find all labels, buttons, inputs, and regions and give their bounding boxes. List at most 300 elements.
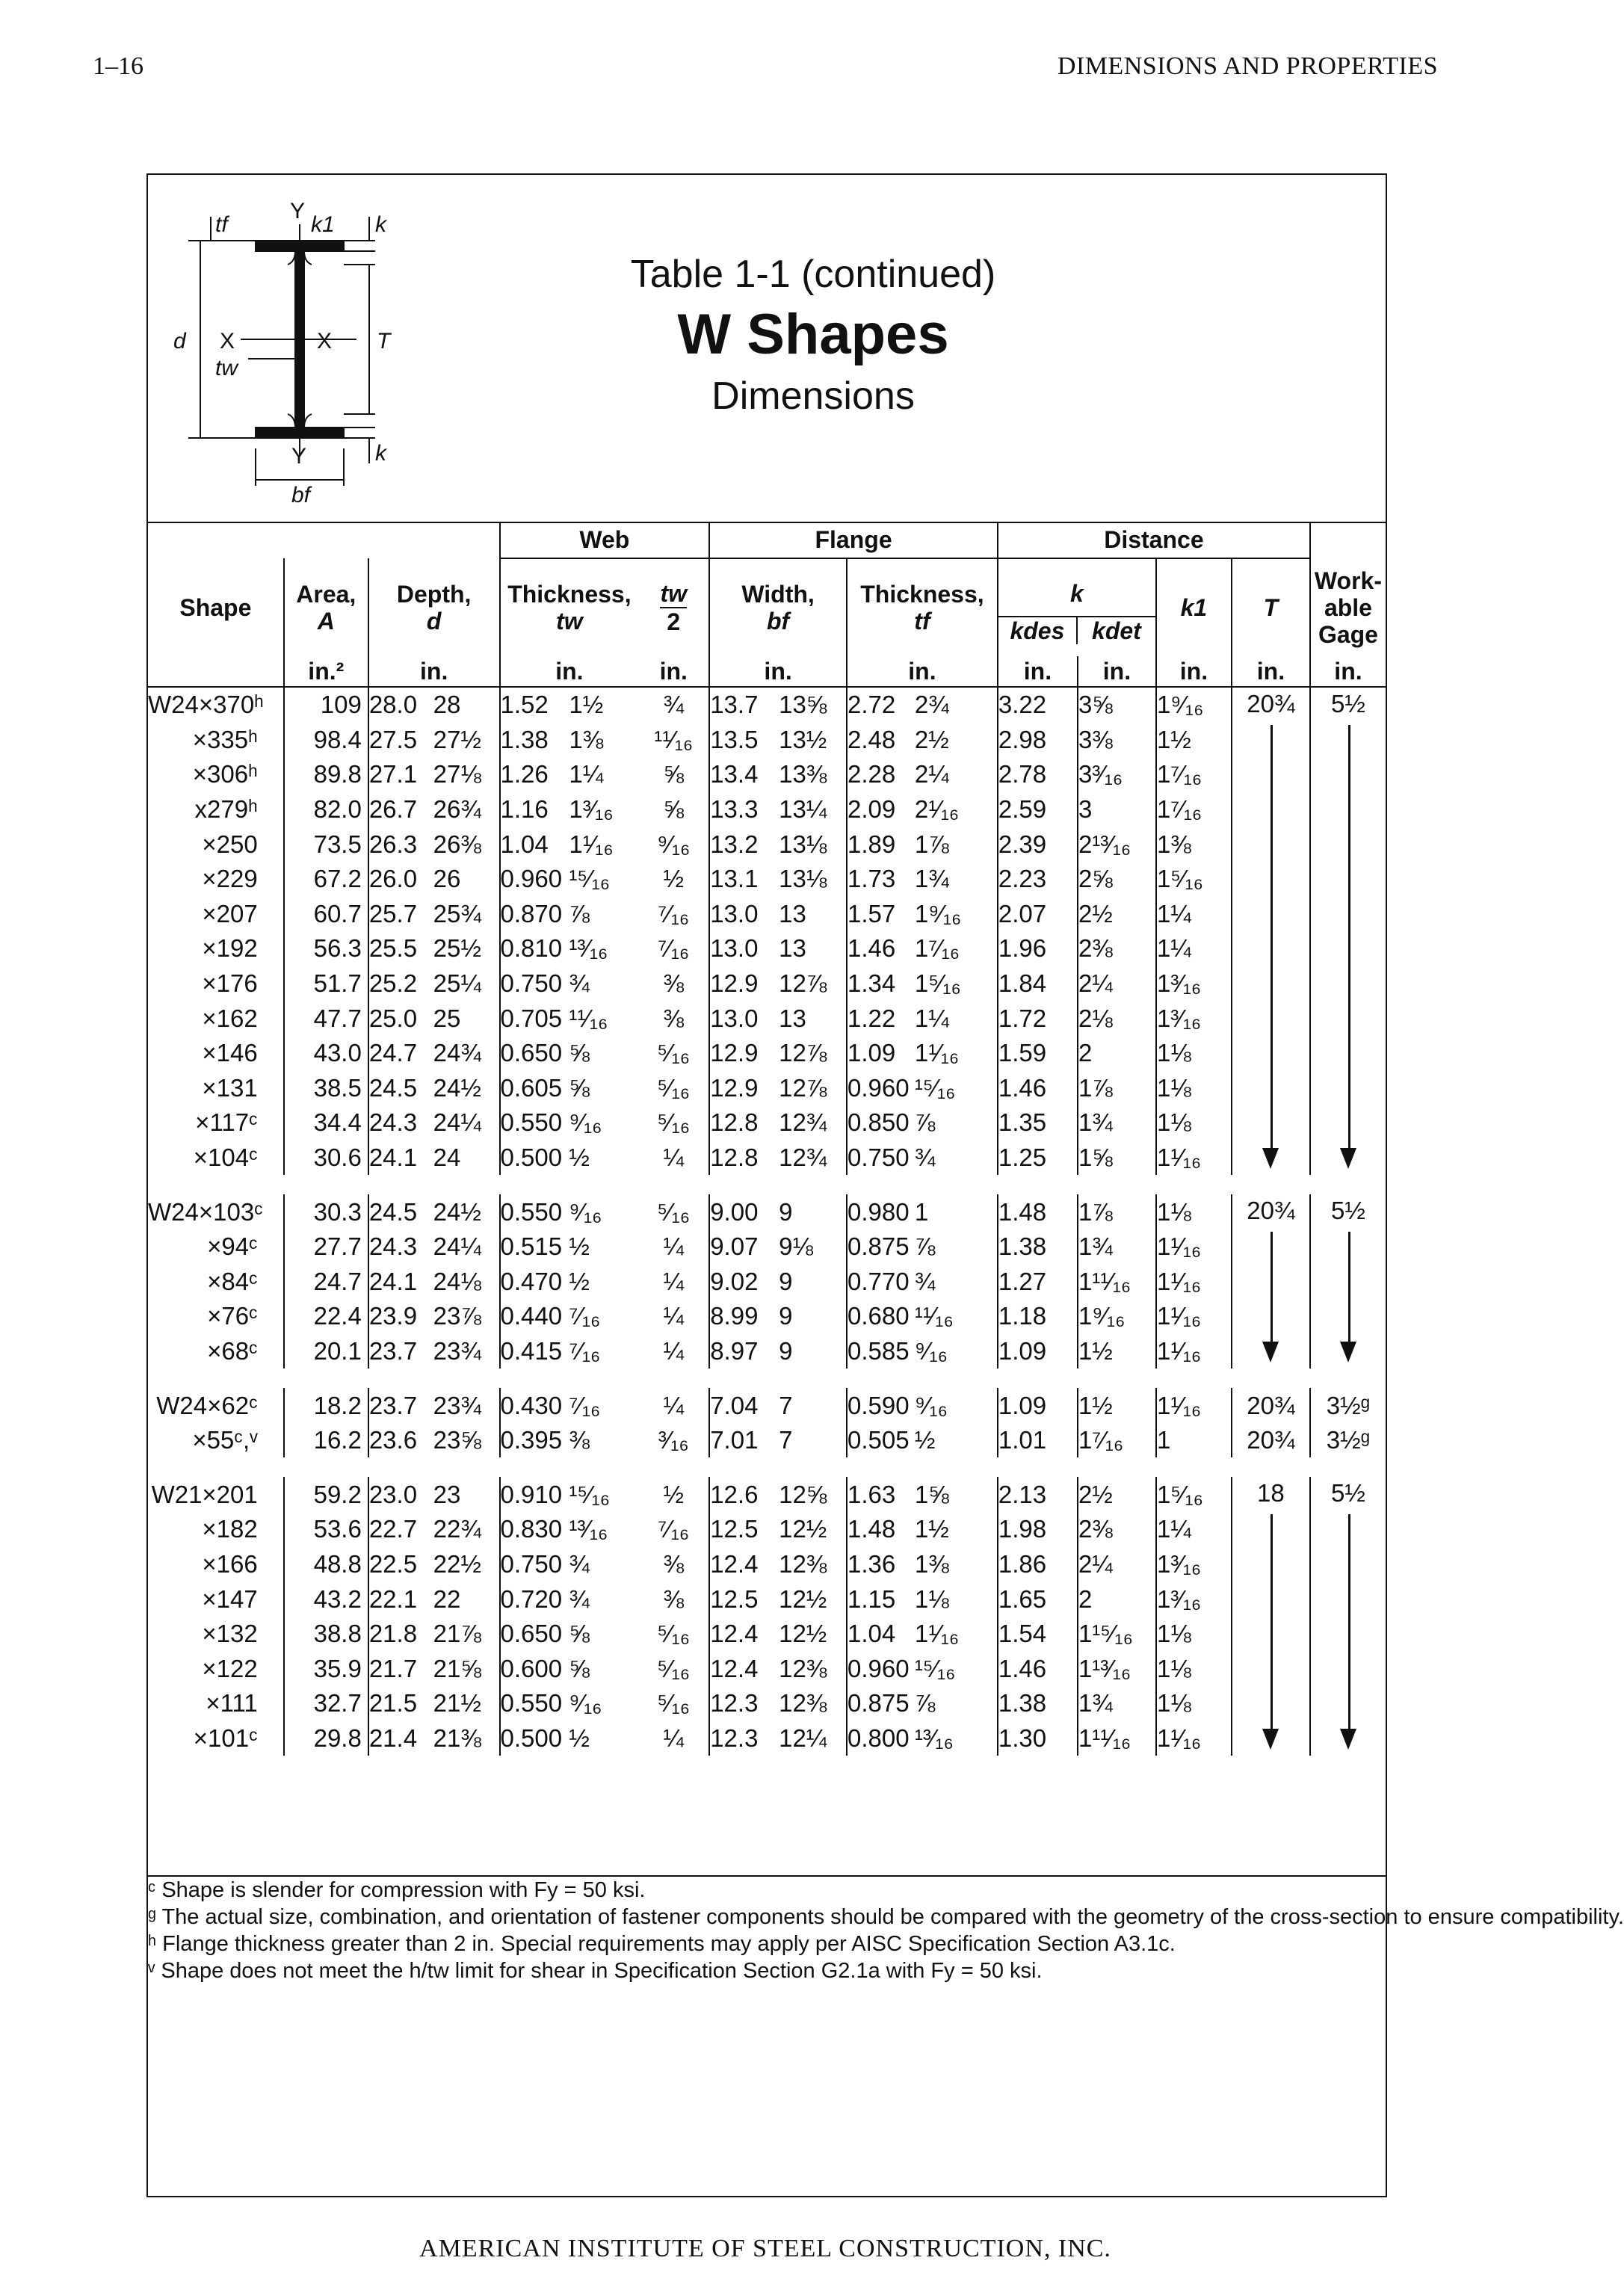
cell-kdet: 1½ (1078, 1334, 1156, 1369)
cell-bffr: 13⅛ (779, 830, 827, 858)
cell-tw2: ⁷⁄₁₆ (658, 899, 690, 928)
cell-tf: 2.09 (847, 792, 915, 827)
group-gap (148, 1175, 1386, 1194)
cell-shape: ×306ʰ (192, 760, 258, 789)
table-title-main: W Shapes (677, 303, 949, 366)
cell-A: 30.6 (284, 1141, 368, 1176)
cell-bf: 13.0 (709, 897, 779, 932)
cell-tw2: ⁷⁄₁₆ (658, 1515, 690, 1543)
cell-d: 24.3 (368, 1105, 433, 1141)
cell-twfr: ⅝ (569, 1073, 590, 1102)
cell-tf: 0.980 (847, 1194, 915, 1229)
cell-kdet: 1¾ (1078, 1105, 1156, 1141)
cell-gage (1310, 1194, 1386, 1368)
cell-kdes: 1.09 (998, 1388, 1078, 1423)
cell-bf: 12.9 (709, 1036, 779, 1071)
cell-d: 27.5 (368, 723, 433, 758)
cell-twfr: ½ (569, 1267, 590, 1295)
table-row (148, 1001, 1386, 1036)
down-arrow-icon (1311, 1227, 1386, 1363)
cell-bffr: 12⅜ (779, 1549, 827, 1578)
cell-tw: 0.650 (500, 1617, 569, 1652)
cell-tw: 0.870 (500, 897, 569, 932)
cell-tw2: ⅝ (663, 760, 684, 789)
cell-A: 109 (284, 687, 368, 723)
diagram-label-x-right: X (317, 329, 333, 354)
cell-bf: 13.3 (709, 792, 779, 827)
cell-dfr: 24⅛ (433, 1267, 481, 1295)
cell-dfr: 25¼ (433, 969, 481, 998)
cell-dfr: 21½ (433, 1689, 481, 1718)
cell-tw2: ⁵⁄₁₆ (657, 1197, 691, 1226)
cell-A: 38.8 (284, 1617, 368, 1652)
cell-A: 20.1 (284, 1334, 368, 1369)
cell-kdes: 2.13 (998, 1477, 1078, 1512)
cell-shape: ×335ʰ (192, 725, 258, 753)
table-row (148, 723, 1386, 758)
cell-bffr: 12¼ (779, 1723, 827, 1752)
cell-kdes: 2.07 (998, 897, 1078, 932)
cell-shape: ×176 (202, 969, 258, 998)
cell-tffr: 1⅝ (914, 1480, 949, 1508)
table-header (148, 522, 1386, 687)
table-row (148, 1651, 1386, 1686)
cell-tw2: ⅜ (663, 1004, 684, 1032)
cell-A: 53.6 (284, 1512, 368, 1547)
cell-tw2: ¼ (663, 1302, 684, 1330)
cell-kdes: 1.27 (998, 1265, 1078, 1300)
cell-kdes: 1.25 (998, 1141, 1078, 1176)
cell-kdes: 1.38 (998, 1229, 1078, 1265)
unit-web-thickness: in. (500, 656, 639, 687)
cell-kdet: 2¹³⁄₁₆ (1078, 827, 1156, 862)
cell-kdes: 1.01 (998, 1423, 1078, 1458)
cell-dfr: 24¼ (433, 1232, 481, 1261)
cell-d: 23.6 (368, 1423, 433, 1458)
cell-tffr: ⁹⁄₁₆ (914, 1391, 948, 1419)
cell-tffr: 1¹⁄₁₆ (914, 1620, 960, 1648)
cell-tw: 0.440 (500, 1299, 569, 1334)
table-row (148, 1617, 1386, 1652)
cell-shape: W21×201 (151, 1480, 258, 1508)
cell-d: 24.7 (368, 1036, 433, 1071)
page-footer: AMERICAN INSTITUTE OF STEEL CONSTRUCTION, INC. (419, 2235, 1111, 2262)
cell-kdet: 2⅝ (1078, 862, 1156, 897)
cell-tw2: ¾ (663, 691, 684, 719)
header-web-thickness: Thickness, tw (500, 558, 639, 656)
cell-bffr: 12⅞ (779, 1039, 827, 1067)
cell-bf: 13.0 (709, 1001, 779, 1036)
cell-d: 26.0 (368, 862, 433, 897)
cell-twfr: 1¼ (569, 760, 604, 789)
cell-kdet: 1⁷⁄₁₆ (1078, 1423, 1156, 1458)
cell-twfr: ¹¹⁄₁₆ (569, 1004, 608, 1032)
cell-bf: 7.04 (709, 1388, 779, 1423)
T-value: 20¾ (1247, 1197, 1295, 1225)
cell-bf: 9.02 (709, 1265, 779, 1300)
cell-k1: 1⅜ (1156, 827, 1232, 862)
cell-bf: 13.5 (709, 723, 779, 758)
cell-bf: 13.1 (709, 862, 779, 897)
cell-kdes: 2.23 (998, 862, 1078, 897)
footnote: ᵛ Shape does not meet the h/tw limit for shear in Specification Section G2.1a with Fy = 50 ksi. (148, 1959, 1043, 1984)
w-shape-diagram-icon (158, 199, 472, 508)
cell-d: 24.5 (368, 1071, 433, 1106)
cell-k1: 1³⁄₁₆ (1156, 1001, 1232, 1036)
cell-kdet: 2¼ (1078, 1547, 1156, 1582)
cell-bffr: 13 (779, 934, 806, 963)
cell-twfr: ⁹⁄₁₆ (569, 1197, 602, 1226)
cell-bffr: 12½ (779, 1515, 827, 1543)
cell-bf: 12.4 (709, 1547, 779, 1582)
cell-tw2: ⁹⁄₁₆ (657, 830, 691, 858)
cell-bf: 7.01 (709, 1423, 779, 1458)
cell-kdes: 1.35 (998, 1105, 1078, 1141)
cell-kdet: 2¼ (1078, 966, 1156, 1002)
cell-tw: 0.750 (500, 966, 569, 1002)
cell-bf: 12.9 (709, 1071, 779, 1106)
cell-kdes: 1.59 (998, 1036, 1078, 1071)
cell-kdet: 1¹¹⁄₁₆ (1078, 1265, 1156, 1300)
cell-bffr: 12¾ (779, 1144, 827, 1172)
cell-twfr: ⅞ (569, 899, 590, 928)
cell-dfr: 23⅝ (433, 1426, 481, 1454)
cell-twfr: ⁷⁄₁₆ (569, 1336, 601, 1365)
cell-twfr: ¹⁵⁄₁₆ (569, 1480, 611, 1508)
cell-A: 18.2 (284, 1388, 368, 1423)
cell-bffr: 13¼ (779, 795, 827, 824)
cell-dfr: 24 (433, 1144, 461, 1172)
cell-tw2: ⁵⁄₁₆ (657, 1108, 691, 1137)
cell-tf: 1.89 (847, 827, 915, 862)
header-k: k kdes kdet (998, 558, 1156, 656)
unit-t: in. (1232, 656, 1310, 687)
diagram-label-tf: tf (215, 212, 228, 237)
cell-tffr: ⅞ (914, 1108, 936, 1137)
cell-bffr: 13⅛ (779, 865, 827, 893)
cell-A: 47.7 (284, 1001, 368, 1036)
cell-twfr: ⅜ (569, 1426, 590, 1454)
table-title-block (544, 250, 1082, 422)
cell-tf: 0.590 (847, 1388, 915, 1423)
cell-bf: 12.8 (709, 1141, 779, 1176)
cell-tw: 0.720 (500, 1581, 569, 1617)
cell-tw: 1.52 (500, 687, 569, 723)
cell-T (1232, 1477, 1310, 1756)
cell-A: 98.4 (284, 723, 368, 758)
cell-twfr: ⁹⁄₁₆ (569, 1689, 602, 1718)
cell-dfr: 27½ (433, 725, 481, 753)
cell-shape: ×55ᶜ,ᵛ (192, 1426, 258, 1454)
cell-A: 73.5 (284, 827, 368, 862)
table-row (148, 1686, 1386, 1721)
cell-shape: ×94ᶜ (207, 1232, 258, 1261)
cell-tw: 1.16 (500, 792, 569, 827)
cell-k1: 1³⁄₁₆ (1156, 1547, 1232, 1582)
cell-k1: 1¼ (1156, 1512, 1232, 1547)
cell-kdet: 3 (1078, 792, 1156, 827)
cell-kdes: 1.96 (998, 931, 1078, 966)
cell-kdes: 2.78 (998, 757, 1078, 792)
T-value: 18 (1257, 1479, 1285, 1507)
cell-shape: ×76ᶜ (207, 1302, 258, 1330)
cell-dfr: 22 (433, 1584, 461, 1613)
cell-tw: 0.605 (500, 1071, 569, 1106)
cell-k1: 1⅛ (1156, 1651, 1232, 1686)
diagram-label-y-top: Y (290, 199, 306, 223)
cell-shape: ×111 (206, 1689, 258, 1718)
cell-kdet: 1¾ (1078, 1229, 1156, 1265)
cell-kdet: 1¹⁵⁄₁₆ (1078, 1617, 1156, 1652)
cell-A: 16.2 (284, 1423, 368, 1458)
cell-tw: 0.910 (500, 1477, 569, 1512)
cell-dfr: 24½ (433, 1197, 481, 1226)
cell-tw: 1.04 (500, 827, 569, 862)
cell-bf: 8.99 (709, 1299, 779, 1334)
cell-bffr: 13½ (779, 725, 827, 753)
cell-dfr: 23¾ (433, 1391, 481, 1419)
table-row (148, 1194, 1386, 1229)
cell-kdes: 1.84 (998, 966, 1078, 1002)
cell-shape: ×250 (202, 830, 258, 858)
cell-dfr: 23¾ (433, 1336, 481, 1365)
cell-tf: 0.960 (847, 1071, 915, 1106)
cell-k1: 1⅛ (1156, 1105, 1232, 1141)
cell-tw2: ¼ (663, 1391, 684, 1419)
cell-bffr: 13⅜ (779, 760, 827, 789)
cell-tw: 0.550 (500, 1194, 569, 1229)
table-row (148, 1423, 1386, 1458)
cell-tw2: ⅝ (663, 795, 684, 824)
cell-tw: 0.705 (500, 1001, 569, 1036)
cell-shape: ×229 (202, 865, 258, 893)
unit-area: in.² (284, 656, 368, 687)
header-t: T (1232, 558, 1310, 656)
cell-bf: 9.00 (709, 1194, 779, 1229)
cell-tf: 0.750 (847, 1141, 915, 1176)
header-k1: k1 (1156, 558, 1232, 656)
cell-tf: 0.585 (847, 1334, 915, 1369)
cell-twfr: ¾ (569, 1549, 590, 1578)
cell-k1: 1⁵⁄₁₆ (1156, 862, 1232, 897)
dimensions-table (148, 522, 1624, 1984)
cell-bffr: 7 (779, 1426, 793, 1454)
table-row (148, 1141, 1386, 1176)
cell-tf: 1.73 (847, 862, 915, 897)
header-flange: Flange (709, 522, 998, 558)
cell-bffr: 12⅞ (779, 969, 827, 998)
cell-k1: 1³⁄₁₆ (1156, 966, 1232, 1002)
cell-dfr: 26 (433, 865, 461, 893)
cell-bffr: 9⅛ (779, 1232, 813, 1261)
cell-gage: 3½ᵍ (1310, 1423, 1386, 1458)
cell-tf: 0.505 (847, 1423, 915, 1458)
cell-bf: 13.4 (709, 757, 779, 792)
cell-kdes: 1.46 (998, 1071, 1078, 1106)
cell-tw2: ⅜ (663, 1584, 684, 1613)
cell-kdet: 2⅜ (1078, 931, 1156, 966)
cell-kdet: 1⁹⁄₁₆ (1078, 1299, 1156, 1334)
cell-k1: 1⅛ (1156, 1686, 1232, 1721)
cell-tffr: 1⅞ (914, 830, 949, 858)
cell-bf: 13.7 (709, 687, 779, 723)
cell-tf: 0.960 (847, 1651, 915, 1686)
down-arrow-icon (1232, 1227, 1309, 1363)
header-flange-thickness: Thickness, tf (847, 558, 998, 656)
cell-tw2: ³⁄₁₆ (658, 1426, 689, 1454)
cell-kdes: 1.09 (998, 1334, 1078, 1369)
cell-dfr: 21⅝ (433, 1654, 481, 1682)
table-row (148, 827, 1386, 862)
cell-kdet: 2⅜ (1078, 1512, 1156, 1547)
down-arrow-icon (1232, 720, 1309, 1169)
cell-T (1232, 1194, 1310, 1368)
cell-dfr: 21⅞ (433, 1620, 481, 1648)
cell-shape: ×146 (202, 1039, 258, 1067)
cell-twfr: ¾ (569, 1584, 590, 1613)
cell-A: 56.3 (284, 931, 368, 966)
cell-bf: 9.07 (709, 1229, 779, 1265)
header-workable-gage: Work- able Gage (1310, 558, 1386, 656)
cell-tw2: ½ (663, 1480, 684, 1508)
cell-dfr: 25 (433, 1004, 461, 1032)
cell-tffr: ½ (914, 1426, 936, 1454)
cell-twfr: ¾ (569, 969, 590, 998)
gage-value: 5½ (1331, 1479, 1365, 1507)
cell-bf: 12.3 (709, 1721, 779, 1756)
cell-tffr: ⁹⁄₁₆ (914, 1336, 948, 1365)
cell-tw: 0.415 (500, 1334, 569, 1369)
cell-T: 20¾ (1232, 1423, 1310, 1458)
cell-A: 34.4 (284, 1105, 368, 1141)
header-tw-over-2: tw 2 (660, 580, 688, 635)
cell-twfr: ½ (569, 1723, 590, 1752)
table-row (148, 687, 1386, 723)
cell-twfr: ⅝ (569, 1620, 590, 1648)
cell-k1: 1³⁄₁₆ (1156, 1581, 1232, 1617)
cell-bf: 12.3 (709, 1686, 779, 1721)
cell-shape: ×84ᶜ (207, 1267, 258, 1295)
cell-twfr: 1⅜ (569, 725, 604, 753)
cell-d: 27.1 (368, 757, 433, 792)
cell-d: 22.7 (368, 1512, 433, 1547)
cell-tw: 0.750 (500, 1547, 569, 1582)
cell-bffr: 13 (779, 1004, 806, 1032)
cell-A: 82.0 (284, 792, 368, 827)
cell-tf: 1.09 (847, 1036, 915, 1071)
diagram-label-y-bottom: Y (291, 444, 307, 469)
cell-kdes: 1.38 (998, 1686, 1078, 1721)
cell-tw: 0.470 (500, 1265, 569, 1300)
cell-tffr: ¹⁵⁄₁₆ (914, 1654, 956, 1682)
footnote: ᵍ The actual size, combination, and orientation of fastener components should be compared with the geometry of the cross-section to ensure compatibility. (148, 1905, 1624, 1930)
cell-tffr: 1⁵⁄₁₆ (914, 969, 961, 998)
cell-k1: 1¹⁄₁₆ (1156, 1141, 1232, 1176)
table-title-line: Table 1-1 (continued) (630, 253, 996, 296)
table-row (148, 1477, 1386, 1512)
cell-twfr: 1³⁄₁₆ (569, 795, 614, 824)
table-row (148, 1036, 1386, 1071)
cell-bffr: 12⅞ (779, 1073, 827, 1102)
cell-tf: 1.04 (847, 1617, 915, 1652)
table-row (148, 1547, 1386, 1582)
page-number: 1–16 (93, 52, 143, 80)
cell-tffr: 1⅛ (914, 1584, 949, 1613)
cell-kdes: 2.98 (998, 723, 1078, 758)
cell-tw2: ¹¹⁄₁₆ (654, 725, 694, 753)
cell-d: 24.1 (368, 1141, 433, 1176)
cell-tffr: ⅞ (914, 1232, 936, 1261)
table-filler (148, 1756, 1386, 1876)
cell-tffr: ⅞ (914, 1689, 936, 1718)
header-kdes: kdes (1010, 617, 1065, 644)
table-row (148, 966, 1386, 1002)
cell-k1: 1¹⁄₁₆ (1156, 1334, 1232, 1369)
cell-A: 51.7 (284, 966, 368, 1002)
table-row (148, 1581, 1386, 1617)
table-row (148, 1229, 1386, 1265)
cell-kdes: 1.18 (998, 1299, 1078, 1334)
page-header (93, 52, 1438, 90)
cell-A: 59.2 (284, 1477, 368, 1512)
cell-kdet: 1⅞ (1078, 1194, 1156, 1229)
cell-kdet: 1¹³⁄₁₆ (1078, 1651, 1156, 1686)
cell-d: 25.0 (368, 1001, 433, 1036)
cell-dfr: 21⅜ (433, 1723, 481, 1752)
cell-twfr: ⅝ (569, 1039, 590, 1067)
cell-k1: 1⁷⁄₁₆ (1156, 792, 1232, 827)
cell-bffr: 12½ (779, 1584, 827, 1613)
cell-shape: ×192 (202, 934, 258, 963)
cell-tf: 1.57 (847, 897, 915, 932)
cell-d: 25.2 (368, 966, 433, 1002)
cell-A: 43.0 (284, 1036, 368, 1071)
unit-depth: in. (368, 656, 500, 687)
cell-shape: ×131 (202, 1073, 258, 1102)
cell-bffr: 12⅜ (779, 1654, 827, 1682)
cell-tw: 0.960 (500, 862, 569, 897)
cell-gage: 3½ᵍ (1310, 1388, 1386, 1423)
cell-tf: 0.875 (847, 1229, 915, 1265)
cell-tw2: ¼ (663, 1232, 684, 1261)
cell-tf: 0.875 (847, 1686, 915, 1721)
cell-bffr: 12⅝ (779, 1480, 827, 1508)
cell-k1: 1½ (1156, 723, 1232, 758)
cell-k1: 1¹⁄₁₆ (1156, 1229, 1232, 1265)
cell-k1: 1¹⁄₁₆ (1156, 1721, 1232, 1756)
table-row (148, 1299, 1386, 1334)
cell-tffr: ¹¹⁄₁₆ (914, 1302, 954, 1330)
cell-kdet: 1⅝ (1078, 1141, 1156, 1176)
cell-dfr: 25¾ (433, 899, 481, 928)
table-row (148, 931, 1386, 966)
cell-tw: 0.650 (500, 1036, 569, 1071)
cell-bf: 8.97 (709, 1334, 779, 1369)
footnotes (148, 1876, 1386, 1984)
cell-A: 67.2 (284, 862, 368, 897)
cell-tw2: ¼ (663, 1144, 684, 1172)
cell-kdes: 2.39 (998, 827, 1078, 862)
header-kdet: kdet (1076, 617, 1155, 644)
title-section (148, 175, 1386, 523)
cell-tw: 0.830 (500, 1512, 569, 1547)
cell-d: 28.0 (368, 687, 433, 723)
cell-tw2: ⁵⁄₁₆ (657, 1654, 691, 1682)
cell-bffr: 9 (779, 1267, 793, 1295)
table-row (148, 757, 1386, 792)
footnote: ʰ Flange thickness greater than 2 in. Special requirements may apply per AISC Specification Section A3.1c. (148, 1932, 1176, 1957)
cell-bf: 12.4 (709, 1651, 779, 1686)
